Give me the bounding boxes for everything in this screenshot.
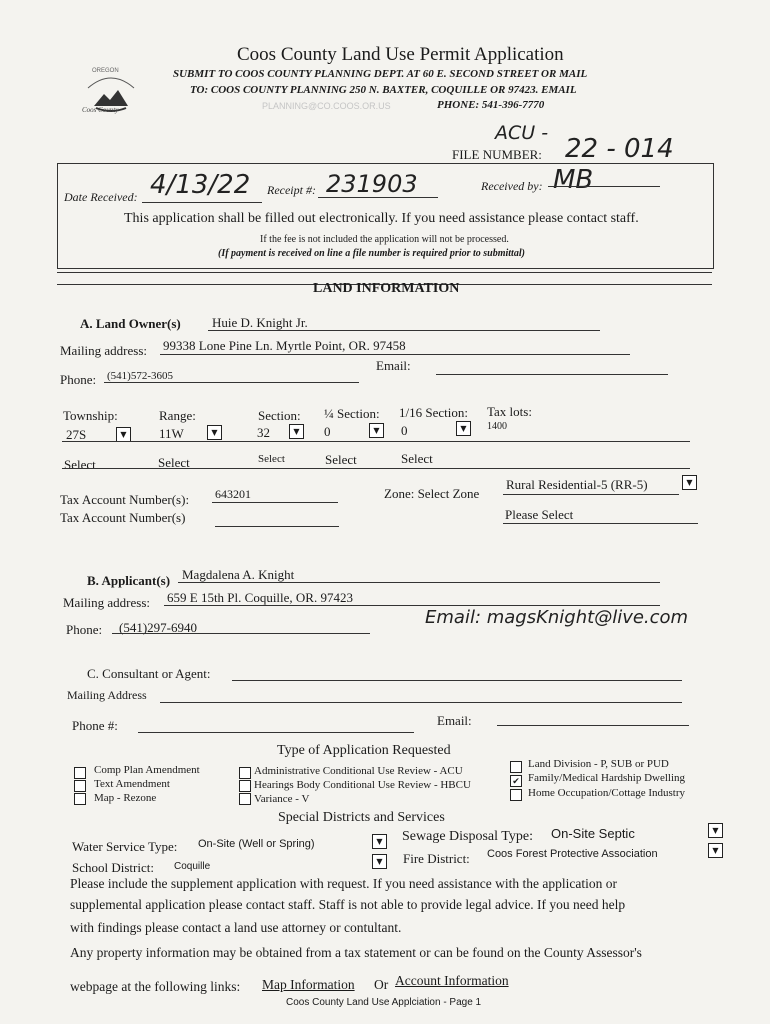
text-amendment-label: Text Amendment xyxy=(94,778,170,790)
applicant-line xyxy=(178,582,660,583)
sewage-label: Sewage Disposal Type: xyxy=(402,829,533,844)
logo-text-top: OREGON xyxy=(92,68,119,74)
tax-account-line xyxy=(212,502,338,503)
consultant-mailing-line[interactable] xyxy=(160,702,682,703)
applicant-phone-value[interactable]: (541)297-6940 xyxy=(119,620,197,635)
tax-lots-label: Tax lots: xyxy=(487,404,532,419)
tax-account-label-2: Tax Account Number(s) xyxy=(60,510,186,525)
zone-label: Zone: Select Zone xyxy=(384,486,480,501)
consultant-mailing-label: Mailing Address xyxy=(67,688,147,702)
hbcu-label: Hearings Body Conditional Use Review - HBCU xyxy=(254,779,471,791)
land-division-label: Land Division - P, SUB or PUD xyxy=(528,758,669,770)
payment-notice: (If payment is received on line a file number is required prior to submittal) xyxy=(218,248,525,259)
email-faint: PLANNING@CO.COOS.OR.US xyxy=(262,101,391,111)
section-dropdown[interactable]: ▼ xyxy=(289,424,304,439)
supplement-text-3: with findings please contact a land use attorney or contultant. xyxy=(70,920,402,935)
sixteenth-section-select[interactable]: Select xyxy=(401,451,433,466)
comp-plan-label: Comp Plan Amendment xyxy=(94,764,200,776)
fire-district-label: Fire District: xyxy=(403,851,470,866)
submit-line-2: TO: COOS COUNTY PLANNING 250 N. BAXTER, COQUILLE OR 97423. EMAIL xyxy=(190,84,577,96)
consultant-email-label: Email: xyxy=(437,713,472,728)
school-district-dropdown[interactable]: ▼ xyxy=(372,854,387,869)
section-label: Section: xyxy=(258,408,301,423)
select-row-line xyxy=(62,468,690,469)
quarter-section-label: ¼ Section: xyxy=(324,406,380,421)
consultant-phone-label: Phone #: xyxy=(72,718,118,733)
water-service-label: Water Service Type: xyxy=(72,839,178,854)
sewage-value: On-Site Septic xyxy=(551,826,635,841)
section-value: 32 xyxy=(257,425,270,440)
receipt-line xyxy=(318,197,438,198)
receipt-value: 231903 xyxy=(326,170,418,198)
hardship-dwelling-label: Family/Medical Hardship Dwelling xyxy=(528,772,686,784)
county-seal-icon xyxy=(80,66,142,124)
variance-checkbox[interactable] xyxy=(239,793,251,805)
applicant-phone-line xyxy=(112,633,370,634)
sewage-dropdown[interactable]: ▼ xyxy=(708,823,723,838)
date-received-label: Date Received: xyxy=(64,190,138,204)
applicant-mailing-line xyxy=(164,605,660,606)
zone-line xyxy=(503,494,679,495)
tax-account-label: Tax Account Number(s): xyxy=(60,492,190,507)
property-info-text-1: Any property information may be obtained from a tax statement or can be found on the County Assessor's xyxy=(70,945,642,960)
page-label: Coos County Land Use Applciation - Page 1 xyxy=(286,997,482,1008)
consultant-email-line[interactable] xyxy=(497,725,689,726)
submit-line-1: SUBMIT TO COOS COUNTY PLANNING DEPT. AT 60 E. SECOND STREET OR MAIL xyxy=(173,68,588,80)
owner-mailing-label: Mailing address: xyxy=(60,343,148,358)
app-type-heading: Type of Application Requested xyxy=(277,743,451,758)
variance-label: Variance - V xyxy=(254,793,310,805)
tax-account-line-2[interactable] xyxy=(215,526,339,527)
hardship-dwelling-checkbox[interactable]: ✔ xyxy=(510,775,522,787)
township-dropdown[interactable]: ▼ xyxy=(116,427,131,442)
received-by-label: Received by: xyxy=(481,179,543,193)
township-label: Township: xyxy=(63,408,118,423)
applicant-label: B. Applicant(s) xyxy=(87,573,171,588)
received-by-value: MB xyxy=(553,165,594,195)
applicant-mailing-label: Mailing address: xyxy=(63,595,151,610)
sixteenth-section-label: 1/16 Section: xyxy=(399,405,468,420)
file-prefix-handwritten: ACU - xyxy=(495,122,549,144)
supplement-text-2: supplemental application please contact staff. Staff is not able to provide legal advice. If you need help xyxy=(70,897,626,912)
township-row-line xyxy=(62,441,690,442)
electronic-notice: This application shall be filled out electronically. If you need assistance please contact staff. xyxy=(124,211,639,226)
consultant-label: C. Consultant or Agent: xyxy=(87,666,211,681)
form-title: Coos County Land Use Permit Application xyxy=(237,44,564,65)
services-heading: Special Districts and Services xyxy=(278,810,445,825)
zone-value: Rural Residential-5 (RR-5) xyxy=(506,477,648,492)
applicant-phone-label: Phone: xyxy=(66,622,103,637)
tax-account-value[interactable]: 643201 xyxy=(215,487,251,501)
divider-top xyxy=(57,272,712,273)
quarter-section-value: 0 xyxy=(324,424,331,439)
consultant-line[interactable] xyxy=(232,680,682,681)
account-information-link[interactable]: Account Information xyxy=(395,973,509,988)
supplement-text-1: Please include the supplement application with request. If you need assistance with the application or xyxy=(70,876,617,891)
quarter-section-select[interactable]: Select xyxy=(325,452,357,467)
comp-plan-checkbox[interactable] xyxy=(74,767,86,779)
zone-please-line xyxy=(503,523,698,524)
school-district-label: School District: xyxy=(72,860,154,875)
township-select[interactable]: Select xyxy=(64,457,96,472)
date-line xyxy=(142,202,262,203)
file-number-label: FILE NUMBER: xyxy=(452,147,542,162)
map-rezone-label: Map - Rezone xyxy=(94,792,157,804)
land-owner-value[interactable]: Huie D. Knight Jr. xyxy=(212,315,308,330)
property-info-text-2: webpage at the following links: xyxy=(70,979,241,994)
applicant-email-handwritten: Email: magsKnight@live.com xyxy=(425,607,689,628)
map-rezone-checkbox[interactable] xyxy=(74,793,86,805)
header-phone: PHONE: 541-396-7770 xyxy=(437,99,545,111)
date-received-value: 4/13/22 xyxy=(150,170,251,200)
owner-phone-label: Phone: xyxy=(60,372,97,387)
consultant-phone-line[interactable] xyxy=(138,732,414,733)
range-value: 11W xyxy=(159,426,184,441)
county-logo xyxy=(80,66,142,124)
owner-email-line[interactable] xyxy=(436,374,668,375)
water-service-dropdown[interactable]: ▼ xyxy=(372,834,387,849)
receipt-label: Receipt #: xyxy=(267,183,316,197)
owner-phone-line xyxy=(104,382,359,383)
water-service-value: On-Site (Well or Spring) xyxy=(198,838,315,850)
zone-please-select[interactable]: Please Select xyxy=(505,507,574,522)
acu-label: Administrative Conditional Use Review - ACU xyxy=(254,765,463,777)
logo-text-bottom: Coos County xyxy=(82,106,119,114)
received-by-line xyxy=(548,186,660,187)
owner-phone-value[interactable]: (541)572-3605 xyxy=(107,370,173,382)
home-occupation-checkbox[interactable] xyxy=(510,789,522,801)
range-dropdown[interactable]: ▼ xyxy=(207,425,222,440)
range-label: Range: xyxy=(159,408,196,423)
quarter-section-dropdown[interactable]: ▼ xyxy=(369,423,384,438)
owner-mailing-value[interactable]: 99338 Lone Pine Ln. Myrtle Point, OR. 97458 xyxy=(163,338,406,353)
acu-checkbox[interactable] xyxy=(239,767,251,779)
hbcu-checkbox[interactable] xyxy=(239,780,251,792)
text-amendment-checkbox[interactable] xyxy=(74,780,86,792)
section-select[interactable]: Select xyxy=(258,453,285,465)
land-owner-label: A. Land Owner(s) xyxy=(80,316,181,331)
or-text: Or xyxy=(374,977,389,992)
owner-line xyxy=(208,330,600,331)
fire-district-dropdown[interactable]: ▼ xyxy=(708,843,723,858)
zone-dropdown[interactable]: ▼ xyxy=(682,475,697,490)
fire-district-value: Coos Forest Protective Association xyxy=(487,848,658,860)
land-info-heading: LAND INFORMATION xyxy=(313,281,460,296)
applicant-mailing-value[interactable]: 659 E 15th Pl. Coquille, OR. 97423 xyxy=(167,590,353,605)
owner-email-label: Email: xyxy=(376,358,411,373)
home-occupation-label: Home Occupation/Cottage Industry xyxy=(528,787,686,799)
range-select[interactable]: Select xyxy=(158,455,190,470)
applicant-name[interactable]: Magdalena A. Knight xyxy=(182,567,295,582)
sixteenth-section-value: 0 xyxy=(401,423,408,438)
school-district-value: Coquille xyxy=(174,861,211,872)
tax-lots-value[interactable]: 1400 xyxy=(487,421,507,432)
owner-mailing-line xyxy=(160,354,630,355)
sixteenth-section-dropdown[interactable]: ▼ xyxy=(456,421,471,436)
fee-notice: If the fee is not included the application will not be processed. xyxy=(260,234,509,245)
map-information-link[interactable]: Map Information xyxy=(262,977,355,992)
township-value: 27S xyxy=(66,427,87,442)
land-division-checkbox[interactable] xyxy=(510,761,522,773)
file-number-value: 22 - 014 xyxy=(565,134,674,164)
